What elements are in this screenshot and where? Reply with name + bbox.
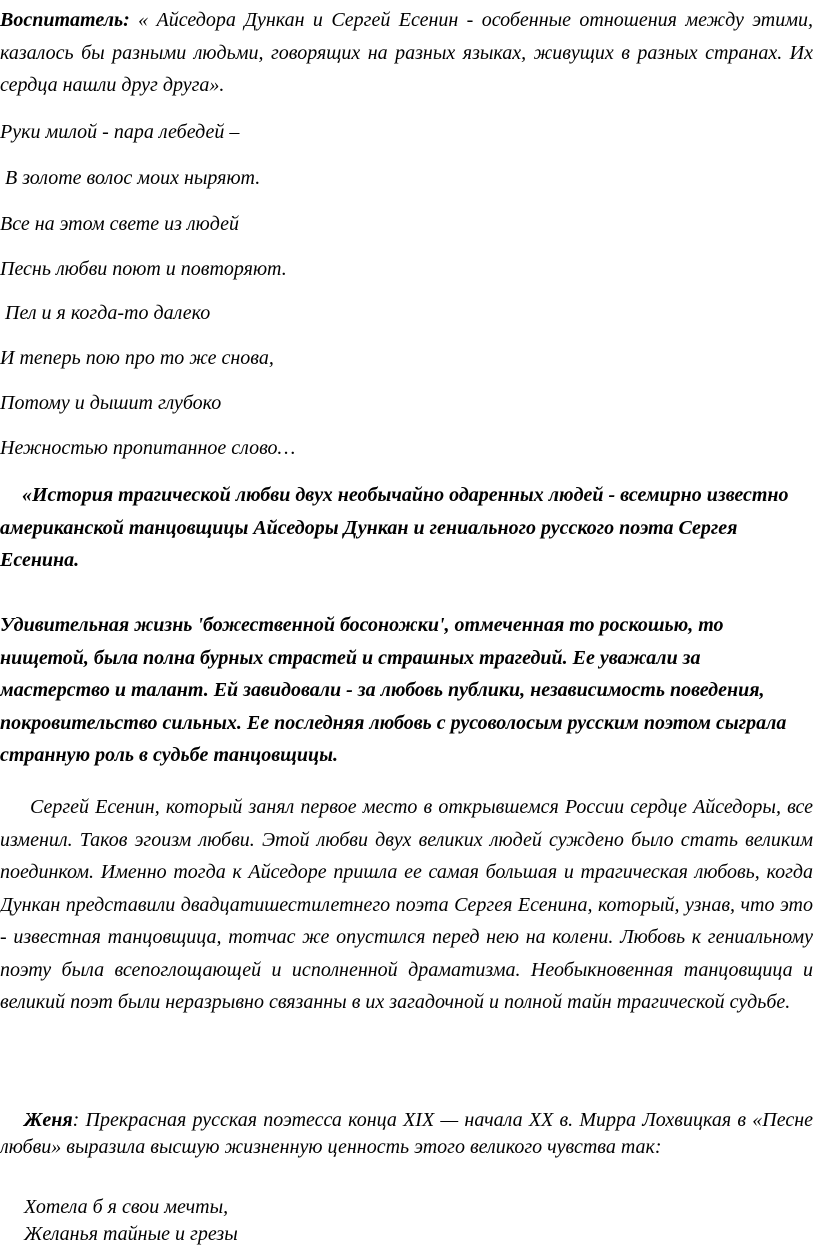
poem-line: Нежностью пропитанное слово… [0, 437, 296, 459]
zhenya-text: Прекрасная русская поэтесса конца XIX — начала XX в. Мирра Лохвицкая в «Песне любви» выразила высшую жизненную ценность этого великого чувства так: [0, 1109, 813, 1158]
poem-line: Все на этом свете из людей [0, 213, 239, 235]
poem-line: В золоте волос моих ныряют. [0, 167, 261, 189]
poem-line: Пел и я когда-то далеко [0, 302, 211, 324]
poem-line: Руки милой - пара лебедей – [0, 121, 240, 143]
bold-paragraph-2: Удивительная жизнь 'божественной босоножки', отмеченная то роскошью, то нищетой, была полна бурных страстей и страшных трагедий. Ее уважали за мастерство и талант. Ей завидовали - за любовь публики, независимость поведения, покровительство сильных. Ее последняя любовь с русоволосым русским поэтом сыграла странную роль в судьбе танцовщицы. [0, 614, 787, 766]
zhenya-paragraph [0, 1107, 813, 1161]
poem-line: Потому и дышит глубоко [0, 392, 222, 414]
poem-line: Песнь любви поют и повторяют. [0, 258, 287, 280]
bold-paragraph-1: «История трагической любви двух необычайно одаренных людей - всемирно известно американской танцовщицы Айседоры Дункан и гениального русского поэта Сергея Есенина. [0, 484, 789, 571]
poem-line: Хотела б я свои мечты, [24, 1196, 229, 1218]
intro-text: « Айседора Дункан и Сергей Есенин - особенные отношения между этими, казалось бы разными людьми, говорящих на разных языках, живущих в разных странах. Их сердца нашли друг друга». [0, 9, 813, 96]
poem-line: Желанья тайные и грезы [24, 1223, 238, 1245]
poem-line: И теперь пою про то же снова, [0, 347, 274, 369]
speaker-label: Воспитатель: [0, 9, 130, 31]
paragraph-3: Сергей Есенин, который занял первое место в открывшемся России сердце Айседоры, все изменил. Таков эгоизм любви. Этой любви двух великих людей суждено было стать великим поединком. Именно тогда к Айседоре пришла ее самая большая и трагическая любовь, когда Дункан представили двадцатишестилетнего поэта Сергея Есенина, который, узнав, что это - известная танцовщица, тотчас же опустился перед нею на колени. Любовь к гениальному поэту была всепоглощающей и исполненной драматизма. Необыкновенная танцовщица и великий поэт были неразрывно связанны в их загадочной и полной тайн трагической судьбе. [0, 796, 813, 1013]
speaker-label: Женя [24, 1109, 73, 1131]
speaker-colon: : [72, 1109, 80, 1131]
intro-paragraph [0, 4, 813, 102]
